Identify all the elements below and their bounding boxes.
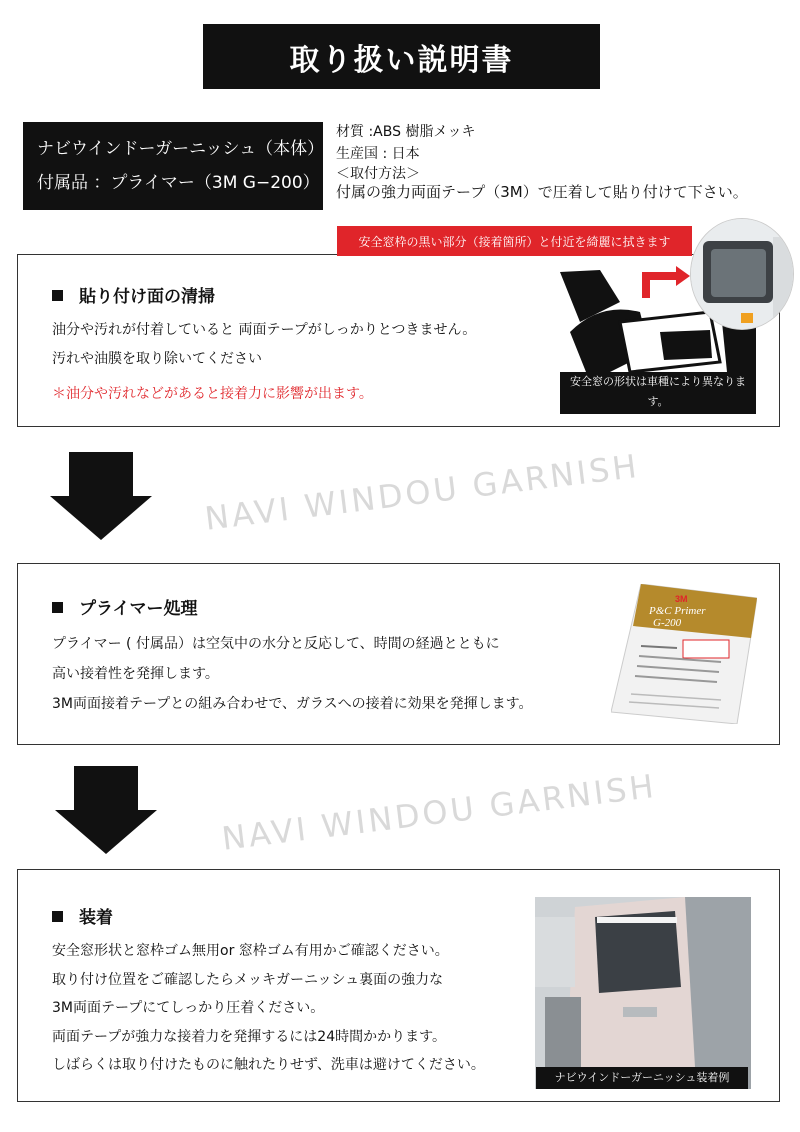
- pack-code: G-200: [653, 617, 682, 629]
- body-line: 高い接着性を発揮します。: [52, 666, 219, 682]
- window-closeup-image: [690, 218, 794, 330]
- square-bullet-icon: [52, 911, 63, 922]
- photo-caption: ナビウインドーガーニッシュ装着例: [536, 1067, 748, 1089]
- cleaning-body: [52, 316, 476, 409]
- installation-body: [52, 937, 485, 1080]
- down-arrow-icon: [50, 452, 152, 540]
- square-bullet-icon: [52, 290, 63, 301]
- square-bullet-icon: [52, 602, 63, 613]
- spec-method-title: ＜取付方法＞: [336, 166, 420, 182]
- primer-pack-image: [611, 584, 757, 724]
- cleaning-banner: 安全窓枠の黒い部分（接着箇所）と付近を綺麗に拭きます: [337, 226, 692, 256]
- body-line: しばらくは取り付けたものに触れたりせず、洗車は避けてください。: [52, 1057, 485, 1073]
- cleaning-note: ＊油分や汚れなどがあると接着力に影響が出ます。: [52, 386, 373, 402]
- product-name: ナビウインドーガーニッシュ（本体）: [37, 139, 325, 159]
- installed-truck-photo: [535, 897, 751, 1089]
- spec-origin: 生産国 : 日本: [336, 146, 420, 162]
- image-caption: 安全窓の形状は車種により異なります。: [560, 372, 756, 392]
- spec-method: 付属の強力両面テープ（3M）で圧着して貼り付けて下さい。: [336, 183, 748, 201]
- body-line: 安全窓形状と窓枠ゴム無用or 窓枠ゴム有用かご確認ください。: [52, 943, 449, 959]
- product-info-box: [23, 122, 323, 210]
- section-heading-cleaning: [52, 282, 215, 307]
- body-line: プライマー ( 付属品）は空気中の水分と反応して、時間の経過とともに: [52, 636, 500, 652]
- spec-block: [336, 121, 748, 201]
- body-line: 取り付け位置をご確認したらメッキガーニッシュ裏面の強力な: [52, 971, 444, 988]
- watermark-text: NAVI WINDOU GARNISH: [219, 766, 659, 858]
- pack-brand: 3M: [675, 594, 688, 604]
- section-heading-installation: [52, 903, 113, 928]
- spec-material: 材質 :ABS 樹脂メッキ: [336, 124, 476, 140]
- primer-body: [52, 629, 532, 719]
- pack-name: P&C Primer: [649, 605, 706, 617]
- watermark-text: NAVI WINDOU GARNISH: [202, 446, 642, 538]
- heading-text: プライマー処理: [79, 599, 198, 619]
- section-heading-primer: [52, 594, 198, 619]
- page-title: 取り扱い説明書: [203, 24, 600, 89]
- body-line: 汚れや油膜を取り除いてください: [52, 351, 262, 367]
- heading-text: 装着: [79, 908, 113, 928]
- down-arrow-icon: [55, 766, 157, 854]
- body-line: 両面テープが強力な接着力を発揮するには24時間かかります。: [52, 1028, 446, 1045]
- body-line: 3M両面テープにてしっかり圧着ください。: [52, 1000, 325, 1016]
- heading-text: 貼り付け面の清掃: [79, 287, 215, 307]
- product-accessory: 付属品 ：プライマー（3M G−200）: [37, 173, 320, 193]
- body-line: 3M両面接着テープとの組み合わせで、ガラスへの接着に効果を発揮します。: [52, 696, 533, 712]
- body-line: 油分や汚れが付着していると 両面テープがしっかりとつきません。: [52, 322, 477, 338]
